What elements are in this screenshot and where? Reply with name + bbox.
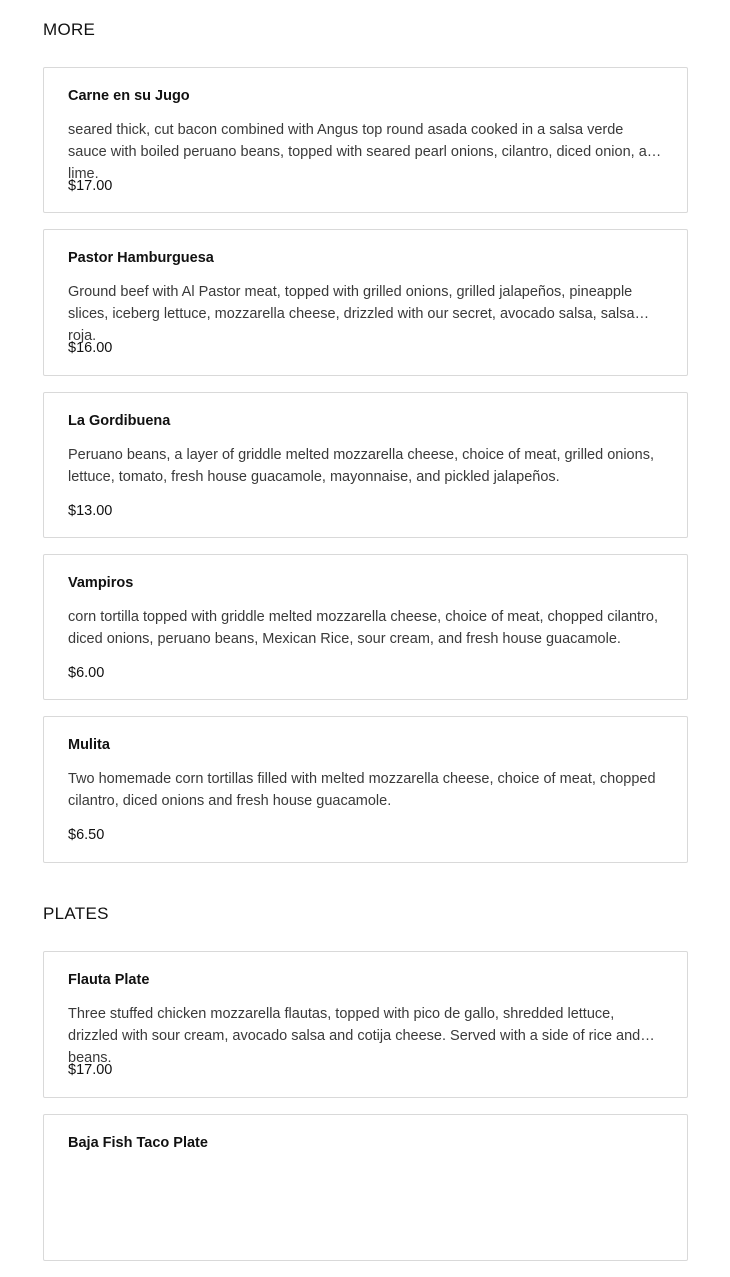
menu-item-description: Three stuffed chicken mozzarella flautas, topped with pico de gallo, shredded lettuce, drizzled with sour cream, avocado salsa and cotija cheese. Served with a side of rice and beans. xyxy=(68,1006,641,1066)
menu-item-card[interactable] xyxy=(43,229,688,376)
menu-item-card[interactable] xyxy=(43,554,688,700)
menu-item-card[interactable] xyxy=(43,67,688,213)
menu-item-price: $13.00 xyxy=(68,503,113,519)
menu-item-price: $6.50 xyxy=(68,827,105,843)
section-title: MORE xyxy=(43,20,96,39)
menu-item-description: seared thick, cut bacon combined with Angus top round asada cooked in a salsa verde sauce with boiled peruano beans, topped with seared pearl onions, cilantro, diced onion, and lime. xyxy=(68,122,663,182)
menu-page xyxy=(43,0,688,1277)
menu-item-card[interactable] xyxy=(43,1114,688,1261)
menu-item-price: $16.00 xyxy=(68,340,113,356)
menu-item-price: $6.00 xyxy=(68,665,105,681)
menu-item-description: corn tortilla topped with griddle melted mozzarella cheese, choice of meat, chopped cilantro, diced onions, peruano beans, Mexican Rice, sour cream, and fresh house guacamole. xyxy=(68,609,658,647)
menu-item-name: Pastor Hamburguesa xyxy=(68,250,214,266)
menu-item-card[interactable] xyxy=(43,716,688,863)
menu-item-name: Flauta Plate xyxy=(68,972,150,988)
menu-item-name: Carne en su Jugo xyxy=(68,88,190,104)
menu-section-plates xyxy=(43,863,688,1261)
menu-item-name: Baja Fish Taco Plate xyxy=(68,1135,208,1151)
menu-item-card[interactable] xyxy=(43,951,688,1098)
menu-item-card[interactable] xyxy=(43,392,688,538)
menu-item-name: La Gordibuena xyxy=(68,413,171,429)
menu-item-description: Peruano beans, a layer of griddle melted mozzarella cheese, choice of meat, grilled onions, lettuce, tomato, fresh house guacamole, mayonnaise, and pickled jalapeños. xyxy=(68,447,654,485)
section-title: PLATES xyxy=(43,904,109,923)
menu-item-price: $17.00 xyxy=(68,178,113,194)
menu-item-description: Two homemade corn tortillas filled with melted mozzarella cheese, choice of meat, chopped cilantro, diced onions and fresh house guacamole. xyxy=(68,771,656,809)
menu-item-name: Mulita xyxy=(68,737,110,753)
menu-item-name: Vampiros xyxy=(68,575,134,591)
menu-item-description: Ground beef with Al Pastor meat, topped with grilled onions, grilled jalapeños, pineapple slices, iceberg lettuce, mozzarella cheese, drizzled with our secret, avocado salsa, salsa roja. xyxy=(68,284,635,344)
menu-item-price: $17.00 xyxy=(68,1062,113,1078)
menu-section-more xyxy=(43,0,688,863)
